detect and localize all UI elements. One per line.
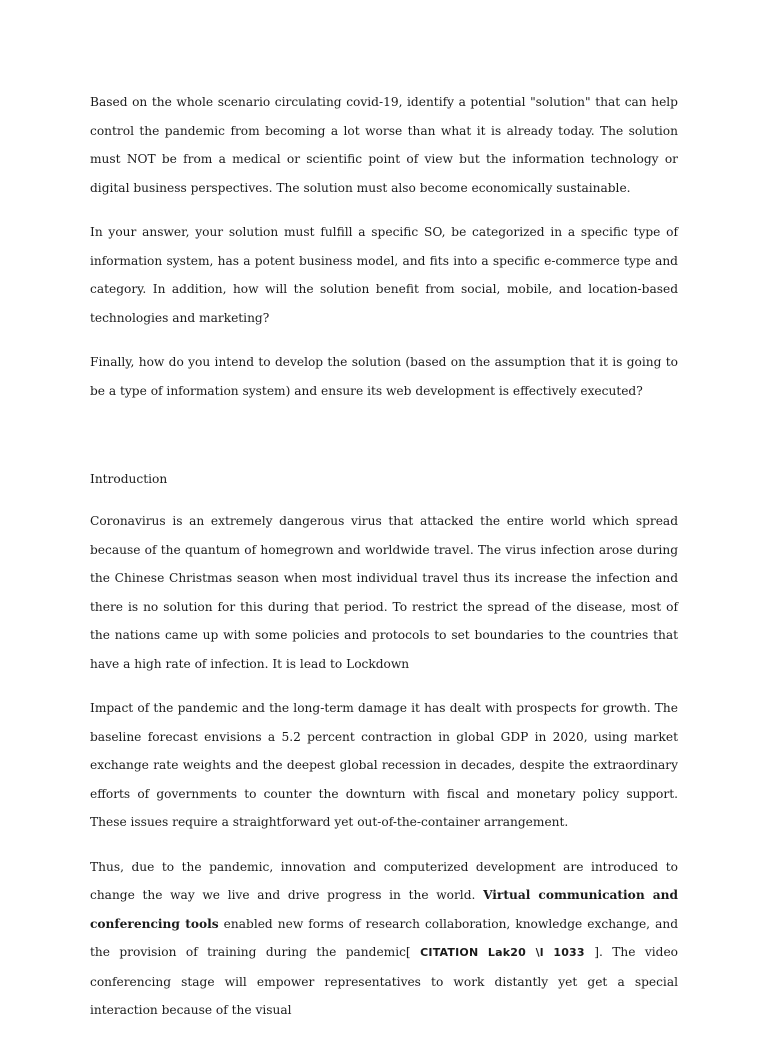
bold-phrase: Virtual communication and conferencing tools (90, 888, 679, 931)
paragraph-text-end: ]. The video conferencing stage will empower representatives to work distantly yet get a special interaction because of the visual (90, 945, 678, 1017)
prompt-paragraph-2: In your answer, your solution must fulfill a specific SO, be categorized in a specific type of information system, has a potent business model, and fits into a specific e-commerce type and category. In addition, how will the solution benefit from social, mobile, and location-based technologies and marketing? (90, 225, 678, 325)
intro-paragraph-2: Impact of the pandemic and the long-term damage it has dealt with prospects for growth. The baseline forecast envisions a 5.2 percent contraction in global GDP in 2020, using market exchange rate weights and the deepest global recession in decades, despite the extraordinary efforts of governments to counter the downturn with fiscal and monetary policy support. These issues require a straightforward yet out-of-the-container arrangement. (90, 701, 678, 829)
document-page (90, 88, 678, 1041)
section-spacer (90, 421, 678, 465)
intro-paragraph-1: Coronavirus is an extremely dangerous virus that attacked the entire world which spread because of the quantum of homegrown and worldwide travel. The virus infection arose during the Chinese Christmas season when most individual travel thus its increase the infection and there is no solution for this during that period. To restrict the spread of the disease, most of the nations came up with some policies and protocols to set boundaries to the countries that have a high rate of infection. It is lead to Lockdown (90, 514, 678, 671)
introduction-heading: Introduction (90, 472, 168, 486)
paragraph-text-start: Thus, due to the pandemic, innovation and computerized development are introduced to change the way we live and drive progress in the world. (90, 859, 678, 902)
citation-field: CITATION Lak20 \l 1033 (420, 946, 585, 959)
paragraph-text-middle: enabled new forms of research collaboration, knowledge exchange, and the provision of training during the pandemic[ (90, 916, 678, 959)
prompt-paragraph-1: Based on the whole scenario circulating covid-19, identify a potential "solution" that can help control the pandemic from becoming a lot worse than what it is already today. The solution must NOT be from a medical or scientific point of view but the information technology or digital business perspectives. The solution must also become economically sustainable. (90, 95, 678, 195)
prompt-paragraph-3: Finally, how do you intend to develop the solution (based on the assumption that it is going to be a type of information system) and ensure its web development is effectively executed? (90, 355, 678, 398)
intro-paragraph-3 (90, 853, 678, 1025)
